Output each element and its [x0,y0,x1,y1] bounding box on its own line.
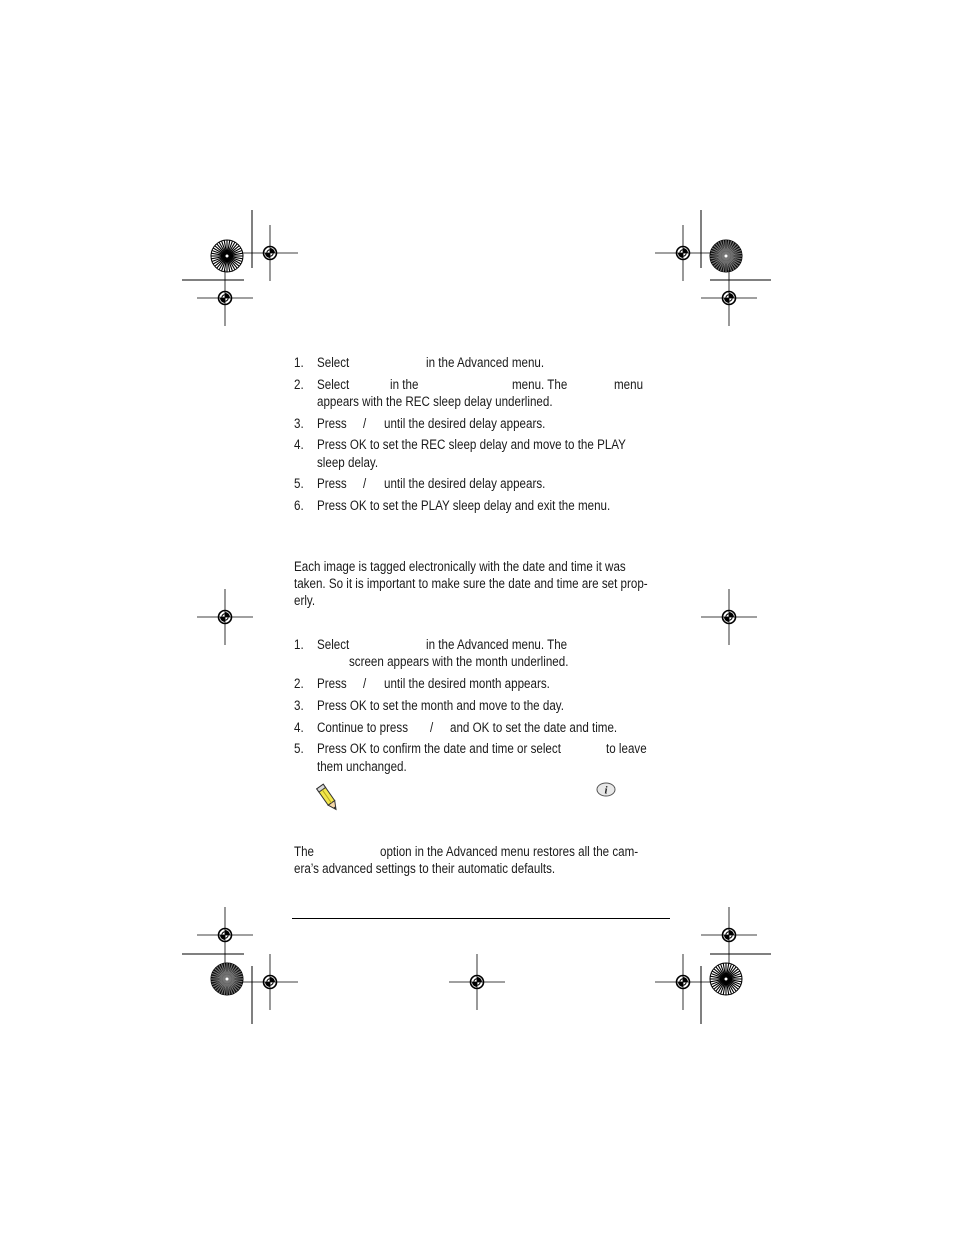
paragraph-line: Each image is tagged electronically with the date and time it was [294,559,626,574]
step-text: until the desired month appears. [384,676,550,691]
step-text: screen appears with the month underlined. [349,654,569,669]
step-number: 2. [294,676,304,691]
step-number: 3. [294,698,304,713]
registration-mark-icon [197,589,253,645]
step-number: 1. [294,637,304,652]
step-text: Press OK to set the REC sleep delay and move to the PLAY [317,437,626,452]
paragraph-line: era’s advanced settings to their automatic defaults. [294,861,556,876]
registration-mark-icon [242,954,298,1010]
paragraph-line: option in the Advanced menu restores all the cam- [380,844,639,859]
step-text: Press OK to set the PLAY sleep delay and exit the menu. [317,498,611,513]
registration-mark-icon [197,270,253,326]
step-text: appears with the REC sleep delay underlined. [317,394,553,409]
step-text: Press OK to set the month and move to the day. [317,698,564,713]
registration-mark-icon [701,907,757,963]
paragraph-line: The [294,844,315,859]
step-text: menu. The [512,377,568,392]
registration-mark-icon [701,270,757,326]
step-number: 2. [294,377,304,392]
starburst-target-icon [211,240,243,272]
footer-rule [292,918,670,919]
pencil-note-icon [314,782,342,814]
step-text: Press [317,476,347,491]
step-number: 3. [294,416,304,431]
starburst-target-icon [710,240,742,272]
step-text: them unchanged. [317,759,407,774]
step-text: Press OK to confirm the date and time or select [317,741,561,756]
step-text: menu [614,377,644,392]
step-text: Continue to press [317,720,408,735]
registration-mark-icon [449,954,505,1010]
step-text: Select [317,355,350,370]
step-text: / [430,720,434,735]
step-text: / [363,416,367,431]
registration-mark-icon [655,225,711,281]
step-text: to leave [606,741,647,756]
step-text: Select [317,637,350,652]
step-number: 4. [294,720,304,735]
step-number: 5. [294,741,304,756]
step-number: 1. [294,355,304,370]
step-text: and OK to set the date and time. [450,720,618,735]
step-number: 6. [294,498,304,513]
step-text: in the Advanced menu. [426,355,545,370]
step-text: until the desired delay appears. [384,476,546,491]
step-text: Select [317,377,350,392]
step-text: / [363,476,367,491]
starburst-target-icon [211,963,243,995]
step-text: Press [317,416,347,431]
step-number: 4. [294,437,304,452]
step-text: / [363,676,367,691]
step-text: in the Advanced menu. The [426,637,568,652]
paragraph-line: taken. So it is important to make sure the date and time are set prop- [294,576,648,591]
paragraph-line: erly. [294,593,316,608]
step-number: 5. [294,476,304,491]
registration-mark-icon [197,907,253,963]
registration-mark-icon [655,954,711,1010]
step-text: in the [390,377,419,392]
registration-mark-icon [242,225,298,281]
svg-text:i: i [604,784,608,797]
registration-mark-icon [701,589,757,645]
step-text: Press [317,676,347,691]
step-text: sleep delay. [317,455,379,470]
starburst-target-icon [710,963,742,995]
info-icon [596,782,616,797]
step-text: until the desired delay appears. [384,416,546,431]
